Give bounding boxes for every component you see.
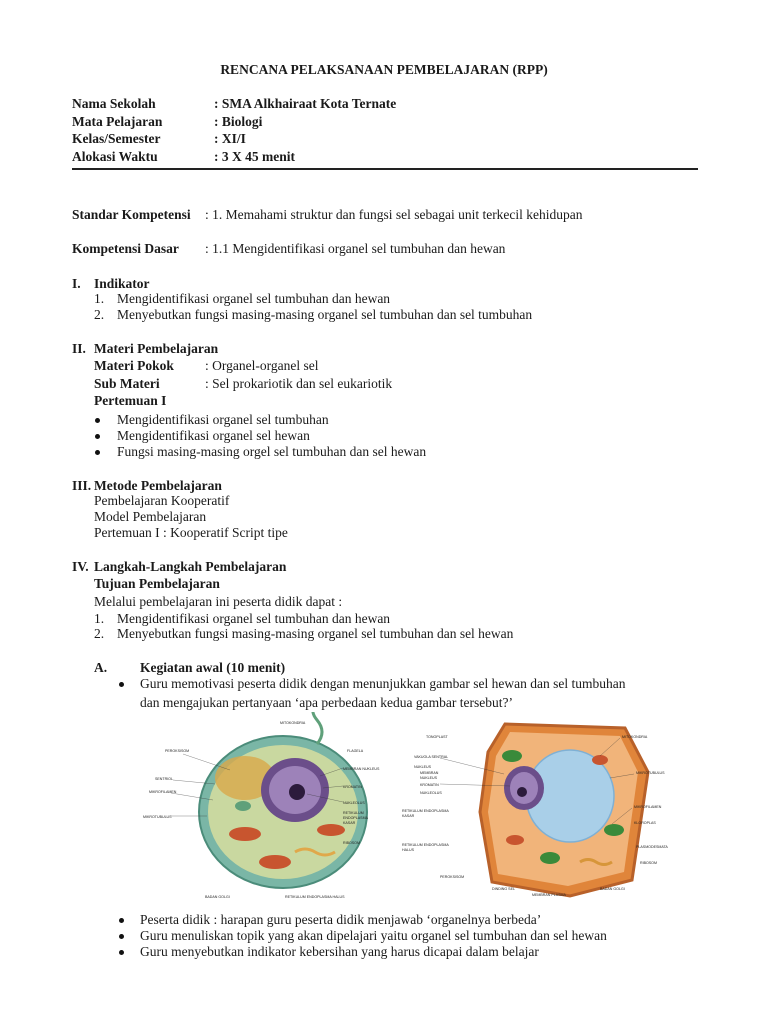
- animal-peroxisome: [235, 801, 251, 811]
- label-retikulum-kasar: ENDOPLASMA: [343, 816, 368, 820]
- s3-line: Model Pembelajaran: [94, 509, 207, 524]
- plant-nucleolus: [517, 787, 527, 797]
- label-nama-sekolah: Nama Sekolah: [72, 96, 156, 111]
- value-nama-sekolah: : SMA Alkhairaat Kota Ternate: [214, 96, 397, 111]
- label-kromatin: KROMATIN: [343, 785, 362, 789]
- label-mitokondria: MITOKONDRIA: [280, 721, 306, 725]
- bullet-dot: [95, 434, 100, 439]
- plant-mitochondrion: [592, 755, 608, 765]
- kegiatan-bullet: Peserta didik : harapan guru peserta didik menjawab ‘organelnya berbeda’: [140, 912, 542, 927]
- pertemuan-label: Pertemuan I: [94, 393, 167, 408]
- bullet-dot: [119, 950, 124, 955]
- s4-heading: Langkah-Langkah Pembelajaran: [94, 559, 287, 574]
- plant-mitochondrion: [506, 835, 524, 845]
- label-membran-plasma: MEMBRAN PLASMA: [532, 893, 566, 897]
- label-membran-nukleus: NUKLEUS: [420, 776, 437, 780]
- kegiatan-text-line1: Guru memotivasi peserta didik dengan menunjukkan gambar sel hewan dan sel tumbuhan: [140, 676, 626, 691]
- plant-chloroplast: [604, 824, 624, 836]
- s2-num: II.: [72, 341, 86, 356]
- s3-line: Pembelajaran Kooperatif: [94, 493, 230, 508]
- label-retikulum-kasar: RETIKULUM ENDOPLASMA: [402, 809, 449, 813]
- value-kelas-semester: : XI/I: [214, 131, 246, 146]
- s3-num: III.: [72, 478, 92, 493]
- label-badan-golgi: BADAN GOLGI: [205, 895, 230, 899]
- s4-item-text: Menyebutkan fungsi masing-masing organel sel tumbuhan dan sel hewan: [117, 626, 514, 641]
- label-nukleolus: NUKLEOLUS: [343, 801, 365, 805]
- label-kromatin: KROMATIN: [420, 783, 439, 787]
- label-mata-pelajaran: Mata Pelajaran: [72, 114, 163, 129]
- label-peroksisom: PEROKSISOM: [440, 875, 465, 879]
- label-alokasi-waktu: Alokasi Waktu: [72, 149, 158, 164]
- s3-heading: Metode Pembelajaran: [94, 478, 222, 493]
- label-kelas-semester: Kelas/Semester: [72, 131, 161, 146]
- header-divider: [72, 168, 698, 170]
- label-membran-nukleus: MEMBRAN: [420, 771, 439, 775]
- animal-flagellum: [313, 712, 322, 744]
- s2-bullet-text: Fungsi masing-masing orgel sel tumbuhan dan sel hewan: [117, 444, 427, 459]
- animal-nucleolus: [289, 784, 305, 800]
- sub-materi-value: : Sel prokariotik dan sel eukariotik: [205, 376, 393, 391]
- s2-bullet-text: Mengidentifikasi organel sel tumbuhan: [117, 412, 329, 427]
- label-membran-nukleus: MEMBRAN NUKLEUS: [343, 767, 380, 771]
- plant-cell-figure: [400, 712, 680, 902]
- label-retikulum-halus: HALUS: [402, 848, 414, 852]
- bullet-dot: [119, 934, 124, 939]
- label-mikrotubulus: MIKROTUBULUS: [636, 771, 665, 775]
- s4-num: IV.: [72, 559, 89, 574]
- label-plasmodesmata: PLASMODESMATA: [636, 845, 668, 849]
- label-peroksisom: PEROKSISOM: [165, 749, 190, 753]
- label-flagela: FLAGELA: [347, 749, 364, 753]
- bullet-dot: [95, 450, 100, 455]
- sk-label: Standar Kompetensi: [72, 207, 191, 222]
- s4-item-num: 2.: [94, 626, 105, 641]
- value-alokasi-waktu: : 3 X 45 menit: [214, 149, 295, 164]
- s2-bullet-text: Mengidentifikasi organel sel hewan: [117, 428, 310, 443]
- plant-chloroplast: [540, 852, 560, 864]
- label-retikulum-kasar: KASAR: [343, 821, 356, 825]
- s1-item-num: 1.: [94, 291, 105, 306]
- bullet-dot: [95, 418, 100, 423]
- materi-pokok-value: : Organel-organel sel: [205, 358, 319, 373]
- label-retikulum-halus: RETIKULUM ENDOPLASMA HALUS: [285, 895, 345, 899]
- s1-num: I.: [72, 276, 81, 291]
- kd-value: : 1.1 Mengidentifikasi organel sel tumbuhan dan hewan: [205, 241, 506, 256]
- animal-cell-figure: [135, 712, 390, 902]
- kegiatan-bullet: Guru menyebutkan indikator kebersihan yang harus dicapai dalam belajar: [140, 944, 539, 959]
- materi-pokok-label: Materi Pokok: [94, 358, 174, 373]
- s4-item-num: 1.: [94, 611, 105, 626]
- label-retikulum-kasar: KASAR: [402, 814, 415, 818]
- label-mikrofilamen: MIKROFILAMEN: [634, 805, 662, 809]
- page-title: RENCANA PELAKSANAAN PEMBELAJARAN (RPP): [220, 62, 548, 77]
- animal-mitochondrion: [229, 827, 261, 841]
- label-kloroplas: KLOROPLAS: [634, 821, 656, 825]
- label-mikrotubulus: MIKROTUBULUS: [143, 815, 172, 819]
- label-mitokondria: MITOKONDRIA: [622, 735, 648, 739]
- animal-mitochondrion: [259, 855, 291, 869]
- plant-chloroplast: [502, 750, 522, 762]
- kegiatan-bullet: Guru menuliskan topik yang akan dipelajari yaitu organel sel tumbuhan dan sel hewan: [140, 928, 607, 943]
- label-ribosom: RIBOSOM: [343, 841, 360, 845]
- s2-heading: Materi Pembelajaran: [94, 341, 219, 356]
- label-nukleus: NUKLEUS: [414, 765, 431, 769]
- kd-label: Kompetensi Dasar: [72, 241, 179, 256]
- label-dinding-sel: DINDING SEL: [492, 887, 515, 891]
- s1-heading: Indikator: [94, 276, 150, 291]
- bullet-dot: [119, 682, 124, 687]
- s1-item-text: Menyebutkan fungsi masing-masing organel sel tumbuhan dan sel tumbuhan: [117, 307, 533, 322]
- label-retikulum-kasar: RETIKULUM: [343, 811, 364, 815]
- kegiatan-text-line2: dan mengajukan pertanyaan ‘apa perbedaan kedua gambar tersebut?’: [140, 695, 513, 710]
- kegiatan-letter: A.: [94, 660, 108, 675]
- s1-item-num: 2.: [94, 307, 105, 322]
- bullet-dot: [119, 918, 124, 923]
- label-tonoplast: TONOPLAST: [426, 735, 448, 739]
- kegiatan-heading: Kegiatan awal (10 menit): [140, 660, 286, 675]
- label-badan-golgi: BADAN GOLGI: [600, 887, 625, 891]
- s3-line: Pertemuan I : Kooperatif Script tipe: [94, 525, 288, 540]
- s4-sub-heading: Tujuan Pembelajaran: [94, 576, 220, 591]
- value-mata-pelajaran: : Biologi: [214, 114, 263, 129]
- label-sentriol: SENTRIOL: [155, 777, 173, 781]
- label-nukleolus: NUKLEOLUS: [420, 791, 442, 795]
- sub-materi-label: Sub Materi: [94, 376, 160, 391]
- s4-item-text: Mengidentifikasi organel sel tumbuhan dan hewan: [117, 611, 391, 626]
- label-vakuola: VAKUOLA SENTRAL: [414, 755, 449, 759]
- sk-value: : 1. Memahami struktur dan fungsi sel sebagai unit terkecil kehidupan: [205, 207, 583, 222]
- label-mikrofilamen: MIKROFILAMEN: [149, 790, 177, 794]
- label-retikulum-halus: RETIKULUM ENDOPLASMA: [402, 843, 449, 847]
- s1-item-text: Mengidentifikasi organel sel tumbuhan dan hewan: [117, 291, 391, 306]
- label-ribosom: RIBOSOM: [640, 861, 657, 865]
- s4-intro: Melalui pembelajaran ini peserta didik dapat :: [94, 594, 343, 609]
- animal-mitochondrion: [317, 824, 345, 836]
